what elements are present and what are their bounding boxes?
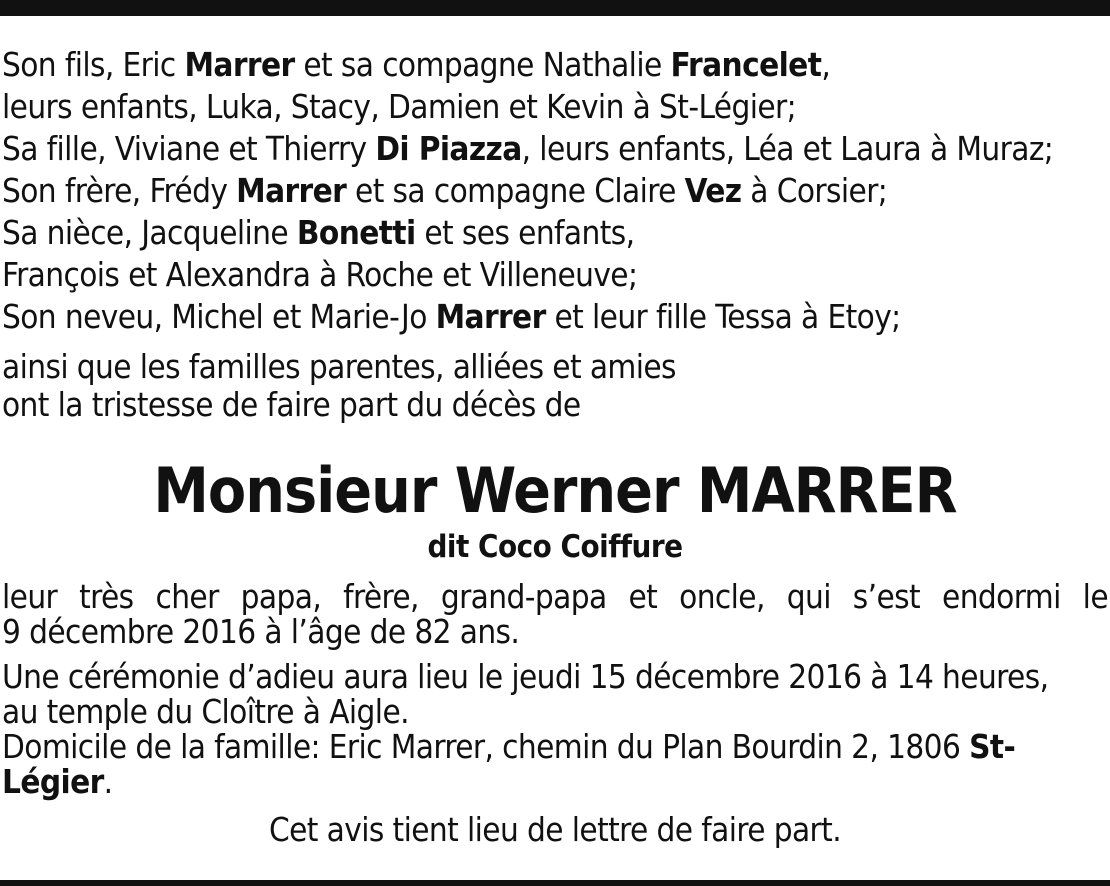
death-line-2: 9 décembre 2016 à l’âge de 82 ans. (2, 612, 520, 651)
family-line (2, 44, 1108, 86)
family-line (2, 254, 1108, 296)
ceremony-paragraph (2, 659, 1108, 729)
family-text: , leurs enfants, Léa et Laura à Muraz; (521, 129, 1054, 168)
family-line (2, 128, 1108, 170)
family-text: Son neveu, Michel et Marie-Jo (2, 297, 436, 336)
family-text: à Corsier; (741, 171, 888, 210)
domicile-end: . (103, 762, 113, 801)
ceremony-line-2: au temple du Cloître à Aigle. (2, 692, 409, 731)
family-text: et sa compagne Nathalie (294, 45, 671, 84)
family-text: Sa fille, Viviane et Thierry (2, 129, 376, 168)
family-surname: Marrer (435, 297, 546, 336)
announcement-line-1: ainsi que les familles parentes, alliées et amies (2, 347, 676, 386)
family-text: Son fils, Eric (2, 45, 185, 84)
announcement (2, 348, 1108, 424)
family-text: et sa compagne Claire (346, 171, 685, 210)
family-text: leurs enfants, Luka, Stacy, Damien et Kevin à St-Légier; (2, 87, 797, 126)
death-paragraph (2, 579, 1108, 649)
deceased-nickname: dit Coco Coiffure (427, 529, 683, 565)
ceremony-line-1: Une cérémonie d’adieu aura lieu le jeudi 15 décembre 2016 à 14 heures, (2, 657, 1049, 696)
domicile-line (2, 729, 1108, 799)
family-surname: Vez (684, 171, 742, 210)
family-text: François et Alexandra à Roche et Villeneuve; (2, 255, 638, 294)
obituary-notice (2, 44, 1108, 849)
domicile-locality: St-Légier (2, 727, 1016, 801)
family-surname: Francelet (670, 45, 822, 84)
family-text: Son frère, Frédy (2, 171, 237, 210)
bottom-rule (0, 880, 1110, 886)
family-text: , (821, 45, 831, 84)
family-text: et leur fille Tessa à Etoy; (545, 297, 901, 336)
family-line (2, 296, 1108, 338)
top-rule (0, 0, 1110, 16)
death-line-1: leur très cher papa, frère, grand-papa et oncle, qui s’est endormi le (2, 577, 1108, 616)
family-surname: Bonetti (296, 213, 416, 252)
family-text: et ses enfants, (415, 213, 635, 252)
family-list (2, 44, 1108, 338)
family-line (2, 86, 1108, 128)
family-line (2, 170, 1108, 212)
domicile-text: Domicile de la famille: Eric Marrer, chemin du Plan Bourdin 2, 1806 (2, 727, 970, 766)
family-line (2, 212, 1108, 254)
family-text: Sa nièce, Jacqueline (2, 213, 297, 252)
deceased-name: Monsieur Werner MARRER (153, 454, 957, 527)
closing-note: Cet avis tient lieu de lettre de faire part. (268, 810, 842, 849)
family-surname: Marrer (184, 45, 295, 84)
family-surname: Marrer (236, 171, 347, 210)
family-surname: Di Piazza (375, 129, 522, 168)
announcement-line-2: ont la tristesse de faire part du décès de (2, 385, 581, 424)
